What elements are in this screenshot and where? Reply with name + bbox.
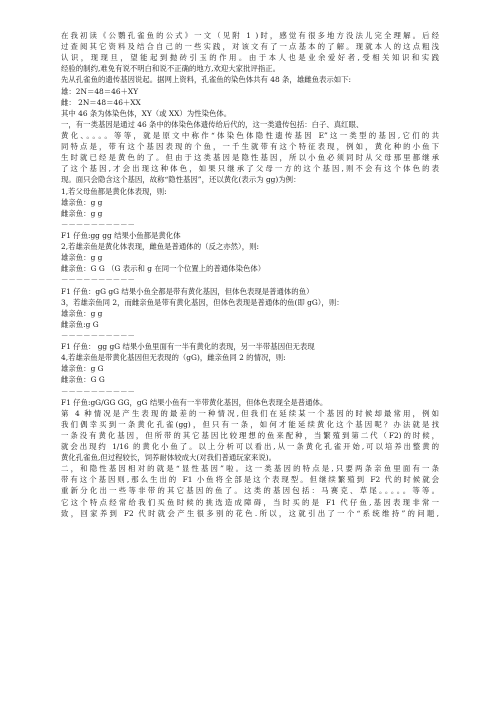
text-line: 雄亲鱼：g G	[61, 364, 104, 374]
text-line: 雄亲鱼：g g	[61, 253, 103, 263]
text-line: 第 4 种情况是产生表现的最差的一种情况,但我们在延续某一个基因的时候却最常用，例如	[61, 408, 439, 418]
text-line: F1 仔鱼:gG/GG GG，gG 结果小鱼有一半带黄化基因，但体色表现全是普通体。	[61, 397, 328, 407]
text-line: 其中 46 条为体染色体，XY（或 XX）为性染色体。	[61, 108, 232, 118]
text-line: F1 仔鱼：gG gG 结果小鱼全都是带有黄化基因，但体色表现是普通体的鱼）	[61, 286, 314, 296]
separator-line: －－－－－－－－－－	[61, 275, 135, 285]
text-line: 同特点是，带有这个基因表现的个鱼，一千生就带有这个特征表现，例如，黄化种的小鱼下	[61, 142, 439, 152]
text-line: 2,若雄亲鱼是黄化体表现，雌鱼是普通体的（反之亦然），则:	[61, 242, 260, 252]
text-line: 先从孔雀鱼的遗传基因说起。据网上资料，孔雀鱼的染色体共有 48 条，雄雌鱼表示如下:	[61, 75, 352, 85]
text-line: 现。面只会隐含这个基因，故称“隐性基因”，还以黄化(表示为 gg)为例：	[61, 175, 301, 185]
text-line: 雌： 2N＝48＝46＋XX	[61, 97, 141, 107]
text-line: 它这个特点经常给我们买鱼时候的挑选造成障碍，当时买的是 F1 代仔鱼,基因表现非常一	[61, 497, 439, 507]
separator-line: －－－－－－－－－－	[61, 219, 135, 229]
text-line: 一，有一类基因是通过 46 条中的体染色体遗传给后代的，这一类遗传包括：白子、真红眼、	[61, 119, 364, 129]
text-line: 经验的制约,难免有说不明白和说不正确的地方,欢迎大家批评指正。	[61, 64, 281, 74]
text-line: F1 仔鱼： gg gG 结果小鱼里面有一半有黄化的表现，另一半带基因但无表现	[61, 342, 315, 352]
text-line: 重新分化出一些等非带的其它基因的鱼了。这类的基因包括：马赛克、草尾。。。。。等等。	[61, 486, 439, 496]
text-line: F1 仔鱼:gg gg 结果小鱼都是黄化体	[61, 230, 181, 240]
text-line: 雄亲鱼：g g	[61, 197, 103, 207]
text-line: 雌亲鱼：g g	[61, 208, 103, 218]
text-line: 了这个基因,才会出现这种体色，如果只继承了父母一方的这个基因,则不会有这个体色的表	[61, 164, 439, 174]
text-line: 雄亲鱼：g g	[61, 308, 103, 318]
text-line: 过查阅其它资料及结合自己的一些实践，对该文有了一点基本的了解。现就本人的这点粗浅	[61, 42, 439, 52]
text-line: 带有这个基因则,那么生出的 F1 小鱼将全部是这个表现型。但继续繁殖到 F2 代的时候就会	[61, 475, 439, 485]
text-line: 我们偶幸买到一条黄化孔雀(gg)，但只有一条，如何才能延续黄化这个基因呢？办法就是找	[61, 419, 439, 429]
text-line: 生时就已经是黄色的了。但由于这类基因是隐性基因，所以小鱼必须同时从父母那里都继承	[61, 153, 439, 163]
text-line: 认识，现现旦，望能起到抛砖引玉的作用。由于本人也是业余爱好者,受相关知识和实践	[61, 53, 439, 63]
text-line: 在我初读《公鹦孔雀鱼的公式》一文（见附 1 )时，感觉有很多地方没法儿完全理解。后经	[61, 31, 439, 40]
text-line: 雌亲鱼:g G	[61, 319, 99, 329]
text-line: 黄化孔雀鱼,但过程较长，饲养耐体较成大(对我们普通玩家来说)。	[61, 453, 277, 463]
text-line: 黄化、。。。。等等，就是原文中称作“体染色体隐性遗传基因 E”这一类型的基因,它们的共	[61, 130, 439, 140]
text-line: 3，若雄亲鱼同 2，而雌亲鱼是带有黄化基因，但体色表现是普通体的鱼(即 gG），则：	[61, 297, 344, 307]
text-line: 一条没有黄化基因，但所带的其它基因比较理想的鱼来配种，当繁殖到第二代（F2)的时候，	[61, 430, 439, 440]
text-line: 就会出现约 1/16 的黄化小鱼了。以上分析可以看出,从一条黄化孔雀开始,可以培养出整黄的	[61, 442, 439, 452]
text-line: 雌亲鱼：G G （G 表示和 g 在同一个位置上的普通体染色体）	[61, 264, 266, 274]
document-body	[61, 30, 439, 519]
text-line: 1,若父母鱼都是黄化体表现，则:	[61, 186, 167, 196]
text-line: 4,若雄亲鱼是带黄化基因但无表现的（gG)，雌亲鱼同 2 的情况，则:	[61, 353, 286, 363]
text-line: 雄：2N＝48＝46＋XY	[61, 86, 139, 96]
separator-line: －－－－－－－－－－	[61, 330, 135, 340]
text-line: 雌亲鱼：G G	[61, 375, 105, 385]
separator-line: －－－－－－－－－－	[61, 386, 135, 396]
text-line: 致，回家养到 F2 代时就会产生很多别的花色.所以，这就引出了一个“系统维持”的问题,	[61, 508, 439, 518]
text-line: 二，和隐性基因相对的就是“显性基因”啦。这一类基因的特点是,只要两条亲鱼里面有一条	[61, 464, 439, 474]
